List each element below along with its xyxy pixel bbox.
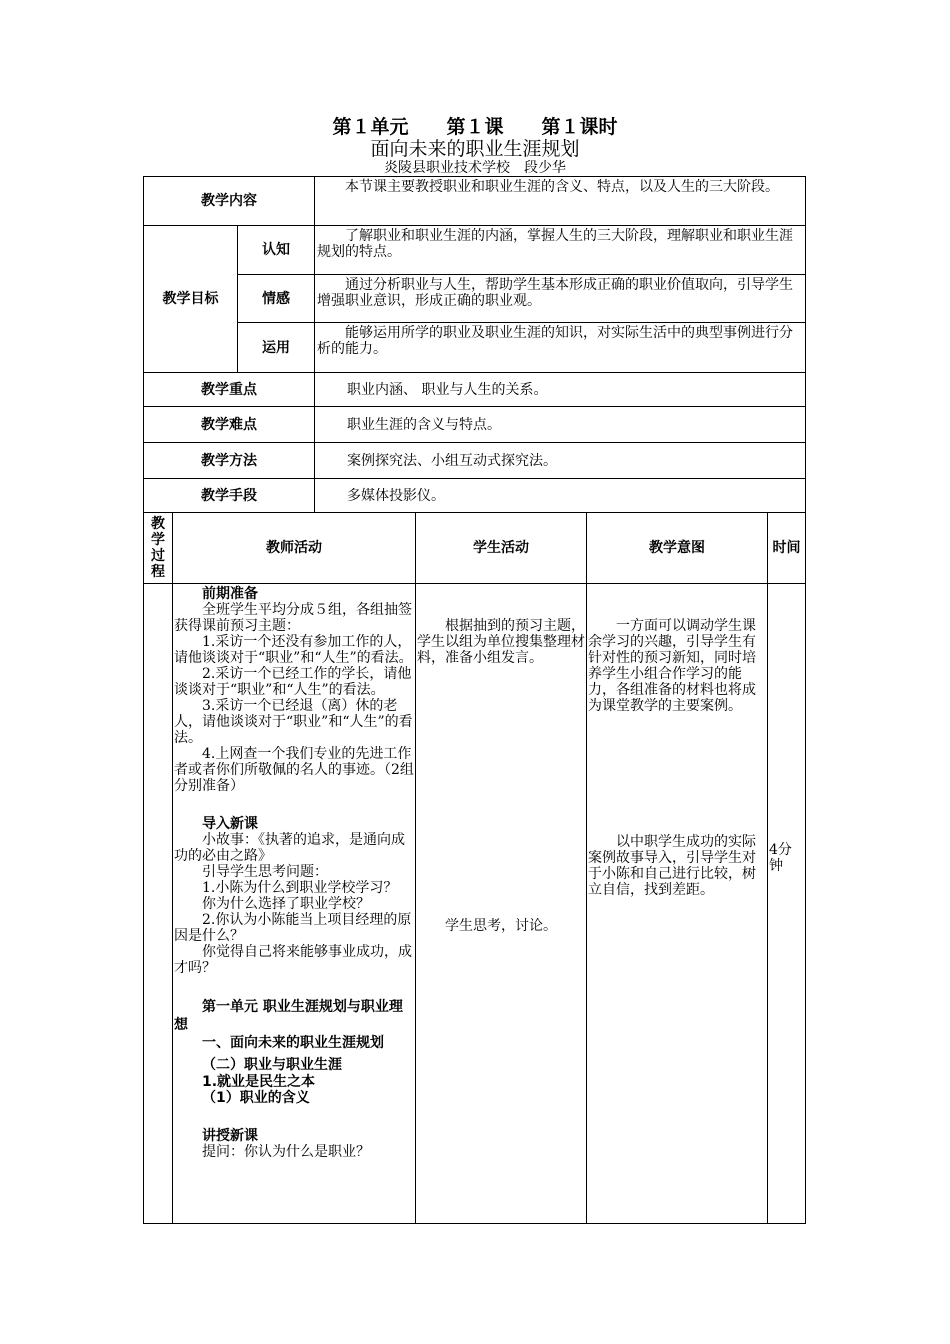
student-activity-cell	[416, 584, 587, 1224]
info-label: 教学方法	[144, 443, 315, 479]
goal-label: 认知	[238, 226, 315, 275]
lesson-title: 第１单元 第１课 第１课时	[332, 116, 618, 138]
content-text: 本节课主要教授职业和职业生涯的含义、特点，以及人生的三大阶段。	[345, 179, 779, 195]
goal-row	[144, 323, 806, 373]
paragraph: 根据抽到的预习主题，学生以组为单位搜集整理材料，准备小组发言。	[417, 618, 585, 666]
info-text: 多媒体投影仪。	[347, 487, 445, 504]
paragraph: 4.上网查一个我们专业的先进工作者或者你们所敬佩的名人的事迹。（2组分别准备）	[174, 746, 414, 794]
lesson-subtitle: 面向未来的职业生涯规划	[370, 138, 580, 160]
process-label-text: 教学过程	[151, 516, 165, 580]
process-table	[143, 512, 806, 1224]
goal-cell	[315, 323, 806, 373]
section-heading: 一、面向未来的职业生涯规划	[202, 1035, 384, 1051]
paragraph: 3.采访一个已经退（离）休的老人，请他谈谈对于“职业”和“人生”的看法。	[174, 698, 413, 746]
section-heading: 导入新课	[202, 816, 258, 832]
lesson-plan-table	[143, 176, 806, 513]
info-row	[144, 373, 806, 407]
paragraph: 学生思考，讨论。	[445, 918, 557, 934]
process-header-row	[144, 513, 806, 584]
paragraph: 提问：你认为什么是职业？	[202, 1144, 370, 1160]
info-cell	[315, 479, 806, 513]
goal-label: 运用	[238, 323, 315, 373]
paragraph: 2.你认为小陈能当上项目经理的原因是什么？	[174, 912, 412, 944]
info-text: 职业生涯的含义与特点。	[347, 416, 501, 433]
paragraph: 2.采访一个已经工作的学长，请他谈谈对于“职业”和“人生”的看法。	[174, 666, 412, 698]
header-intent: 教学意图	[587, 513, 768, 584]
goal-cell	[315, 275, 806, 323]
info-row	[144, 443, 806, 479]
content-cell	[315, 177, 806, 226]
content-row	[144, 177, 806, 226]
paragraph: 小故事：《执著的追求，是通向成功的必由之路》	[174, 832, 405, 864]
header-teacher: 教师活动	[173, 513, 416, 584]
paragraph: 一方面可以调动学生课余学习的兴趣，引导学生有针对性的预习新知，同时培养学生小组合作学习的能力，各组准备的材料也将成为课堂教学的主要案例。	[588, 618, 756, 714]
info-cell	[315, 407, 806, 443]
paragraph: 你为什么选择了职业学校？	[202, 896, 370, 912]
paragraph: 1.采访一个还没有参加工作的人，请他谈谈对于“职业”和“人生”的看法。	[174, 634, 413, 666]
section-heading: （二）职业与职业生涯	[202, 1057, 342, 1073]
info-text: 职业内涵、 职业与人生的关系。	[347, 381, 548, 398]
info-label: 教学手段	[144, 479, 315, 513]
goal-row	[144, 226, 806, 275]
paragraph: 全班学生平均分成５组，各组抽签获得课前预习主题：	[174, 602, 412, 634]
info-cell	[315, 373, 806, 407]
time-value: 4分钟	[769, 842, 792, 874]
header-time: 时间	[768, 513, 806, 584]
section-heading: 讲授新课	[202, 1128, 258, 1144]
goal-cell	[315, 226, 806, 275]
process-body-row	[144, 584, 806, 1224]
goal-label: 情感	[238, 275, 315, 323]
goal-row	[144, 275, 806, 323]
info-row	[144, 407, 806, 443]
goal-text: 了解职业和职业生涯的内涵，掌握人生的三大阶段，理解职业和职业生涯规划的特点。	[317, 228, 793, 260]
info-row	[144, 479, 806, 513]
content-label: 教学内容	[144, 177, 315, 226]
process-spacer-cell	[144, 584, 173, 1224]
header-student: 学生活动	[416, 513, 587, 584]
goal-text: 通过分析职业与人生，帮助学生基本形成正确的职业价值取向，引导学生增强职业意识，形成正确的职业观。	[317, 277, 793, 309]
author-line: 炎陵县职业技术学校 段少华	[384, 160, 566, 176]
paragraph: 引导学生思考问题：	[202, 864, 328, 880]
info-text: 案例探究法、小组互动式探究法。	[347, 452, 557, 469]
intent-cell	[587, 584, 768, 1224]
paragraph: 1.小陈为什么到职业学校学习？	[202, 880, 398, 896]
section-heading: 第一单元 职业生涯规划与职业理想	[174, 999, 403, 1033]
info-label: 教学难点	[144, 407, 315, 443]
info-label: 教学重点	[144, 373, 315, 407]
goal-text: 能够运用所学的职业及职业生涯的知识，对实际生活中的典型事例进行分析的能力。	[317, 325, 793, 357]
paragraph: 你觉得自己将来能够事业成功，成才吗？	[174, 944, 412, 976]
paragraph: 以中职学生成功的实际案例故事导入，引导学生对于小陈和自己进行比较，树立自信，找到差距。	[588, 834, 756, 898]
info-cell	[315, 443, 806, 479]
goals-label: 教学目标	[144, 226, 238, 373]
teacher-activity-cell	[173, 584, 416, 1224]
time-cell	[768, 584, 806, 1224]
process-label	[144, 513, 173, 584]
section-heading: （1）职业的含义	[202, 1090, 310, 1106]
section-heading: 前期准备	[202, 586, 258, 602]
section-heading: 1.就业是民生之本	[202, 1074, 316, 1090]
